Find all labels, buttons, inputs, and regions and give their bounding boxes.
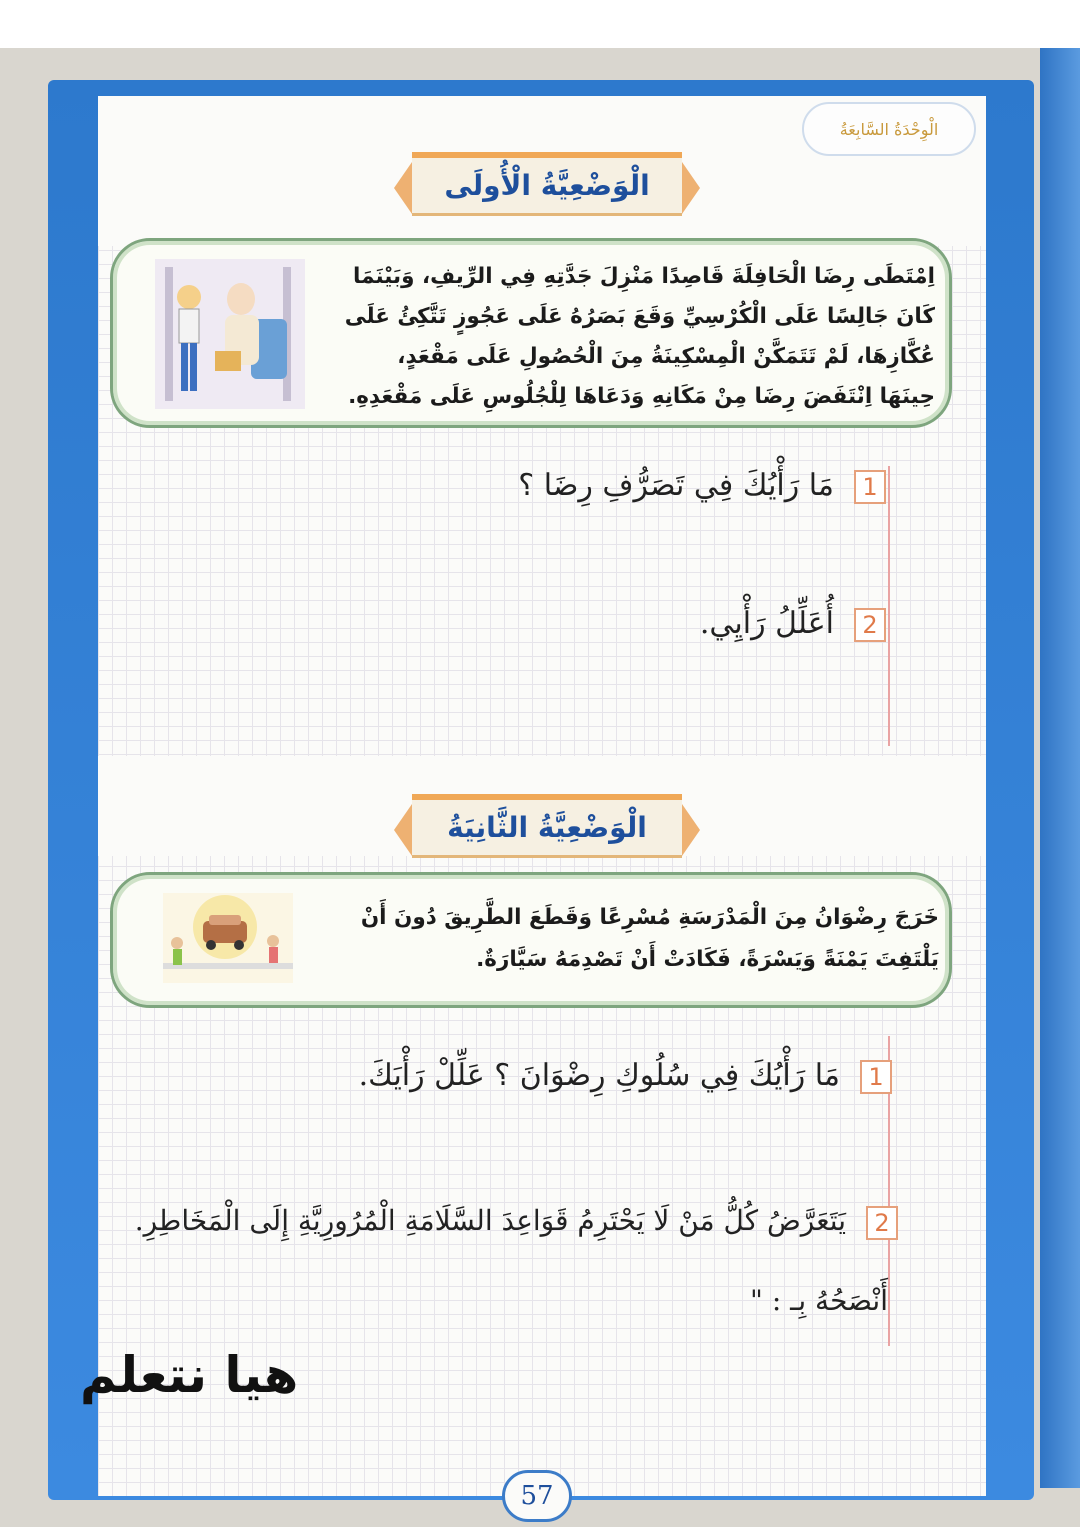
margin-line bbox=[888, 466, 890, 746]
unit-label-cloud bbox=[802, 102, 976, 156]
question-number: 1 bbox=[860, 1060, 892, 1094]
question-number: 2 bbox=[854, 608, 886, 642]
section1-title-banner bbox=[412, 144, 682, 220]
section1-question-1: مَا رَأْيُكَ فِي تَصَرُّفِ رِضَا ؟ bbox=[518, 468, 834, 503]
page-number: 57 bbox=[502, 1470, 572, 1522]
story-line: خَرَجَ رِضْوَانُ مِنَ الْمَدْرَسَةِ مُسْرِعًا وَقَطَعَ الطَّرِيقَ دُونَ أَنْ bbox=[360, 905, 939, 930]
section2-question-2: يَتَعَرَّضُ كُلُّ مَنْ لَا يَحْتَرِمُ قَوَاعِدَ السَّلَامَةِ الْمُرُورِيَّةِ إِلَى الْمَخَاطِرِ. bbox=[134, 1204, 846, 1237]
story-line: عُكَّازِهَا، لَمْ تَتَمَكَّنْ الْمِسْكِينَةُ مِنَ الْحُصُولِ عَلَى مَقْعَدٍ، bbox=[397, 344, 935, 369]
question-number: 1 bbox=[854, 470, 886, 504]
section2-question-1: مَا رَأْيُكَ فِي سُلُوكِ رِضْوَانَ ؟ عَلِّلْ رَأْيَكَ. bbox=[358, 1058, 840, 1093]
section2-story-text bbox=[311, 897, 939, 981]
next-page-edge bbox=[1040, 48, 1080, 1488]
page-top-margin bbox=[0, 0, 1080, 48]
bus-illustration-icon bbox=[155, 259, 305, 409]
section1-story-box bbox=[110, 238, 952, 428]
story-line: حِينَهَا اِنْتَفَضَ رِضَا مِنْ مَكَانِهِ وَدَعَاهَا لِلْجُلُوسِ عَلَى مَقْعَدِهِ. bbox=[348, 384, 935, 409]
banner-tail-right bbox=[682, 162, 700, 214]
banner-tail-left bbox=[394, 804, 412, 856]
story-line: كَانَ جَالِسًا عَلَى الْكُرْسِيِّ وَقَعَ بَصَرُهُ عَلَى عَجُوزٍ تَتَّكِئُ عَلَى bbox=[344, 304, 935, 329]
handwritten-note: هيا نتعلم bbox=[80, 1346, 299, 1404]
section1-story-text bbox=[325, 257, 935, 417]
section1-question-2: أُعَلِّلُ رَأْيِي. bbox=[699, 606, 834, 641]
unit-label: الْوِحْدَةُ السَّابِعَةُ bbox=[839, 119, 939, 139]
section2-story-box bbox=[110, 872, 952, 1008]
page-content bbox=[98, 96, 986, 1496]
street-illustration-icon bbox=[163, 893, 293, 983]
section2-title-banner bbox=[412, 786, 682, 862]
banner-tail-left bbox=[394, 162, 412, 214]
story-line: يَلْتَفِتَ يَمْنَةً وَيَسْرَةً، فَكَادَتْ أَنْ تَصْدِمَهُ سَيَّارَةٌ. bbox=[476, 947, 939, 972]
section1-title: الْوَضْعِيَّةُ الْأُولَى bbox=[412, 152, 682, 216]
story-line: اِمْتَطَى رِضَا الْحَافِلَةَ قَاصِدًا مَنْزِلَ جَدَّتِهِ فِي الرِّيفِ، وَبَيْنَمَا bbox=[353, 264, 935, 289]
question-number: 2 bbox=[866, 1206, 898, 1240]
section2-advice: أَنْصَحُهُ بِـ : " bbox=[750, 1284, 888, 1317]
banner-tail-right bbox=[682, 804, 700, 856]
section2-title: الْوَضْعِيَّةُ الثَّانِيَةُ bbox=[412, 794, 682, 858]
